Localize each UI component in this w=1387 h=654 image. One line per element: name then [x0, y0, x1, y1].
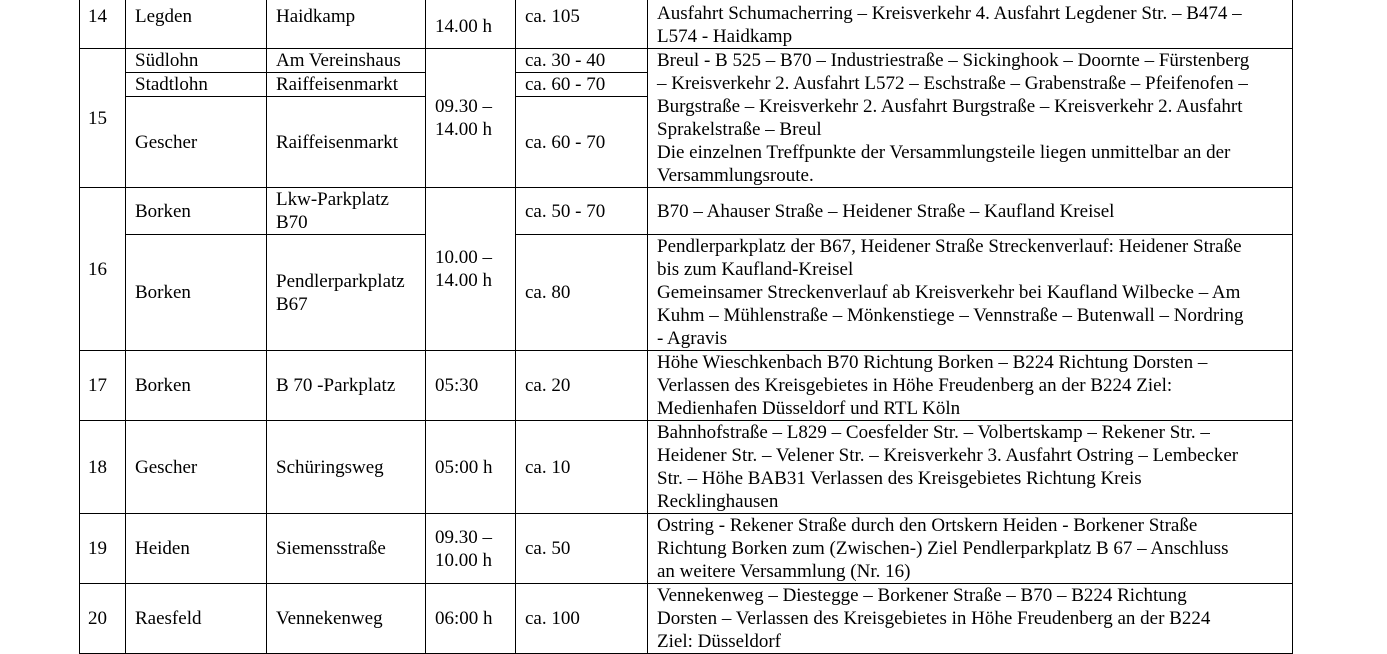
route-line: Dorsten – Verlassen des Kreisgebietes in Höhe Freudenberg an der B224 — [657, 608, 1211, 629]
time-cell — [426, 49, 516, 188]
time-line: 09.30 – — [435, 96, 492, 117]
meeting-point: B 70 -Parkplatz — [267, 351, 426, 421]
time-cell: 05:30 — [426, 351, 516, 421]
row-number: 17 — [80, 351, 126, 421]
meeting-point-line: B67 — [276, 293, 308, 315]
route-line: Ziel: Düsseldorf — [657, 631, 782, 652]
row-number: 18 — [80, 421, 126, 514]
route-cell — [648, 514, 1293, 584]
route-line: Verlassen des Kreisgebietes in Höhe Freudenberg an der B224 Ziel: — [657, 375, 1173, 396]
meeting-point: Raiffeisenmarkt — [267, 97, 426, 188]
time-cell — [426, 188, 516, 351]
route-line: Breul - B 525 – B70 – Industriestraße – Sickinghook – Doornte – Fürstenberg — [657, 50, 1250, 71]
table-row-19 — [80, 514, 1293, 584]
meeting-point: Siemensstraße — [267, 514, 426, 584]
time-line: 14.00 h — [435, 16, 492, 37]
route-line: Kuhm – Mühlenstraße – Mönkenstiege – Vennstraße – Butenwall – Nordring — [657, 305, 1244, 326]
place-name: Südlohn — [126, 49, 267, 73]
row-number: 19 — [80, 514, 126, 584]
route-line: - Agravis — [657, 328, 728, 349]
route-line: an weitere Versammlung (Nr. 16) — [657, 561, 911, 582]
route-line: Ostring - Rekener Straße durch den Ortskern Heiden - Borkener Straße — [657, 515, 1198, 536]
route-line: Höhe Wieschkenbach B70 Richtung Borken – B224 Richtung Dorsten – — [657, 352, 1208, 373]
route-line: Recklinghausen — [657, 491, 779, 512]
route-line: Medienhafen Düsseldorf und RTL Köln — [657, 398, 961, 419]
route-line: Sprakelstraße – Breul — [657, 119, 822, 140]
route-cell — [648, 421, 1293, 514]
route-line: Die einzelnen Treffpunkte der Versammlungsteile liegen unmittelbar an der — [657, 142, 1231, 163]
assembly-table — [79, 0, 1293, 654]
route-line: Burgstraße – Kreisverkehr 2. Ausfahrt Burgstraße – Kreisverkehr 2. Ausfahrt — [657, 96, 1243, 117]
meeting-point: Vennekenweg — [267, 584, 426, 654]
time-line: 10.00 – — [435, 247, 492, 268]
meeting-point-line: Lkw-Parkplatz — [276, 189, 389, 210]
route-cell — [648, 49, 1293, 188]
route-cell — [648, 188, 1293, 235]
participant-count: ca. 50 — [516, 514, 648, 584]
meeting-point-line: B70 — [276, 212, 308, 233]
route-line: Vennekenweg – Diestegge – Borkener Straße – B70 – B224 Richtung — [657, 585, 1187, 606]
table-row-17 — [80, 351, 1293, 421]
table-row-16 — [80, 188, 1293, 235]
table-subrow — [80, 235, 1293, 351]
meeting-point: Schüringsweg — [267, 421, 426, 514]
table-row-15 — [80, 49, 1293, 73]
participant-count: ca. 60 - 70 — [516, 97, 648, 188]
row-number: 14 — [80, 0, 126, 49]
route-cell — [648, 235, 1293, 351]
place-name: Borken — [126, 235, 267, 351]
row-number: 15 — [80, 49, 126, 188]
table-row-20 — [80, 584, 1293, 654]
route-line: bis zum Kaufland-Kreisel — [657, 259, 854, 280]
place-name: Raesfeld — [126, 584, 267, 654]
time-cell — [426, 0, 516, 49]
place-name: Borken — [126, 188, 267, 235]
time-cell: 06:00 h — [426, 584, 516, 654]
meeting-point — [267, 235, 426, 351]
time-line: 14.00 h — [435, 270, 492, 291]
participant-count: ca. 30 - 40 — [516, 49, 648, 73]
table-row-18 — [80, 421, 1293, 514]
route-line: Richtung Borken zum (Zwischen-) Ziel Pendlerparkplatz B 67 – Anschluss — [657, 538, 1229, 559]
route-line: Ausfahrt Schumacherring – Kreisverkehr 4. Ausfahrt Legdener Str. – B474 – — [657, 2, 1242, 24]
meeting-point: Am Vereinshaus — [267, 49, 426, 73]
route-cell — [648, 584, 1293, 654]
participant-count: ca. 10 — [516, 421, 648, 514]
table-row-14 — [80, 0, 1293, 49]
route-line: – Kreisverkehr 2. Ausfahrt L572 – Eschstraße – Grabenstraße – Pfeifenofen – — [657, 73, 1248, 94]
row-number: 20 — [80, 584, 126, 654]
participant-count: ca. 105 — [516, 0, 648, 49]
route-line: B70 – Ahauser Straße – Heidener Straße – Kaufland Kreisel — [657, 200, 1115, 222]
participant-count: ca. 50 - 70 — [516, 188, 648, 235]
time-line: 14.00 h — [435, 119, 492, 140]
time-line: 09.30 – — [435, 526, 492, 548]
row-number: 16 — [80, 188, 126, 351]
route-line: Gemeinsamer Streckenverlauf ab Kreisverkehr bei Kaufland Wilbecke – Am — [657, 282, 1241, 303]
route-line: Bahnhofstraße – L829 – Coesfelder Str. – Volbertskamp – Rekener Str. – — [657, 422, 1210, 443]
route-line: Pendlerparkplatz der B67, Heidener Straße Streckenverlauf: Heidener Straße — [657, 236, 1242, 257]
route-cell — [648, 0, 1293, 49]
participant-count: ca. 80 — [516, 235, 648, 351]
route-cell — [648, 351, 1293, 421]
meeting-point-line: Pendlerparkplatz — [276, 270, 405, 292]
time-line: 10.00 h — [435, 549, 492, 571]
meeting-point: Haidkamp — [267, 0, 426, 49]
place-name: Heiden — [126, 514, 267, 584]
route-line: Versammlungsroute. — [657, 165, 814, 186]
participant-count: ca. 20 — [516, 351, 648, 421]
place-name: Borken — [126, 351, 267, 421]
place-name: Legden — [126, 0, 267, 49]
place-name: Gescher — [126, 421, 267, 514]
route-line: Heidener Str. – Velener Str. – Kreisverkehr 3. Ausfahrt Ostring – Lembecker — [657, 445, 1239, 466]
meeting-point: Raiffeisenmarkt — [267, 73, 426, 97]
route-line: Str. – Höhe BAB31 Verlassen des Kreisgebietes Richtung Kreis — [657, 468, 1142, 489]
participant-count: ca. 100 — [516, 584, 648, 654]
place-name: Stadtlohn — [126, 73, 267, 97]
place-name: Gescher — [126, 97, 267, 188]
route-line: L574 - Haidkamp — [657, 25, 793, 47]
meeting-point — [267, 188, 426, 235]
time-cell — [426, 514, 516, 584]
participant-count: ca. 60 - 70 — [516, 73, 648, 97]
time-cell: 05:00 h — [426, 421, 516, 514]
